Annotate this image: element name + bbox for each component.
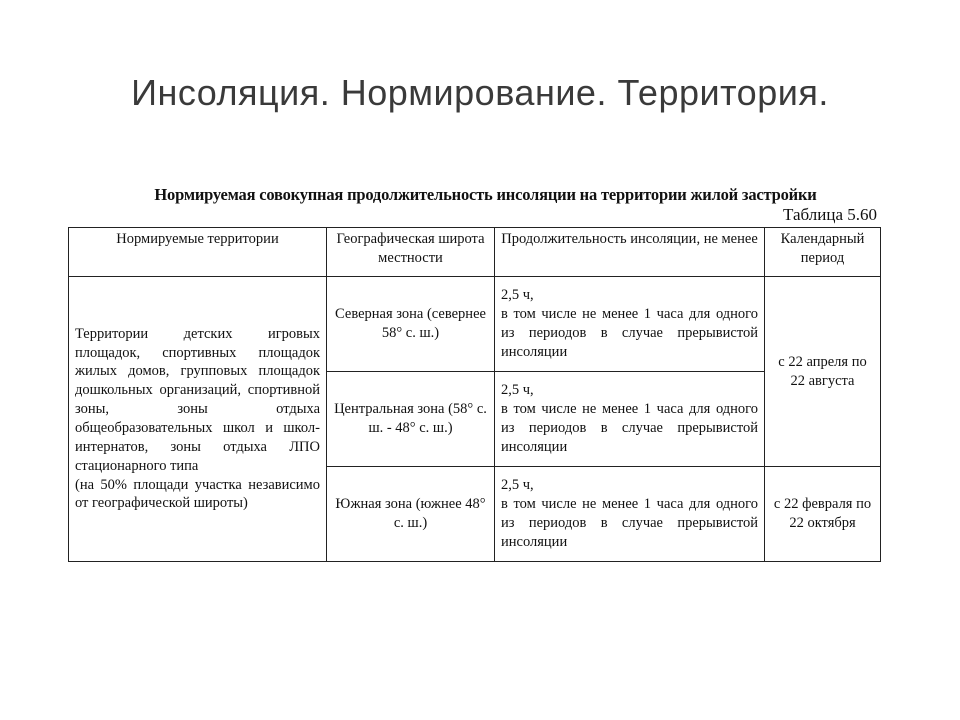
table-number: Таблица 5.60 [783, 205, 877, 224]
slide-title: Инсоляция. Нормирование. Территория. [131, 72, 829, 113]
territory-text: Территории детских игровых площадок, спортивных площадок жилых домов, групповых площадок дошкольных организаций, спортивной зоны, зоны отдыха общеобразовательных школ и школ-интернатов, зоны отдыха ЛПО стационарного типа [75, 325, 320, 474]
header-territories: Нормируемые территории [69, 228, 327, 277]
duration-hours: 2,5 ч, [501, 287, 534, 304]
duration-text: в том числе не менее 1 часа для одного из периодов в случае прерывистой инсоляции [501, 306, 758, 360]
header-latitude: Географическая широта местности [327, 228, 495, 277]
duration-north [495, 277, 765, 372]
duration-hours: 2,5 ч, [501, 382, 534, 399]
duration-south [495, 467, 765, 562]
header-duration: Продолжительность инсоляции, не менее [495, 228, 765, 277]
scanned-table-figure [68, 185, 883, 562]
table-caption: Нормируемая совокупная продолжительность инсоляции на территории жилой застройки [154, 185, 817, 204]
duration-text: в том числе не менее 1 часа для одного из периодов в случае прерывистой инсоляции [501, 496, 758, 550]
territory-note: (на 50% площади участка независимо от географической широты) [75, 476, 320, 512]
zone-south: Южная зона (южнее 48° с. ш.) [327, 467, 495, 562]
header-period: Календарный период [765, 228, 881, 277]
duration-central [495, 372, 765, 467]
insolation-norm-table [68, 227, 881, 562]
territory-cell [69, 277, 327, 562]
table-header-row [69, 228, 881, 277]
period-summer: с 22 апреля по 22 августа [765, 277, 881, 467]
period-winter: с 22 февраля по 22 октября [765, 467, 881, 562]
duration-text: в том числе не менее 1 часа для одного из периодов в случае прерывистой инсоляции [501, 401, 758, 455]
duration-hours: 2,5 ч, [501, 477, 534, 494]
table-row [69, 277, 881, 372]
zone-central: Центральная зона (58° с. ш. - 48° с. ш.) [327, 372, 495, 467]
zone-north: Северная зона (севернее 58° с. ш.) [327, 277, 495, 372]
